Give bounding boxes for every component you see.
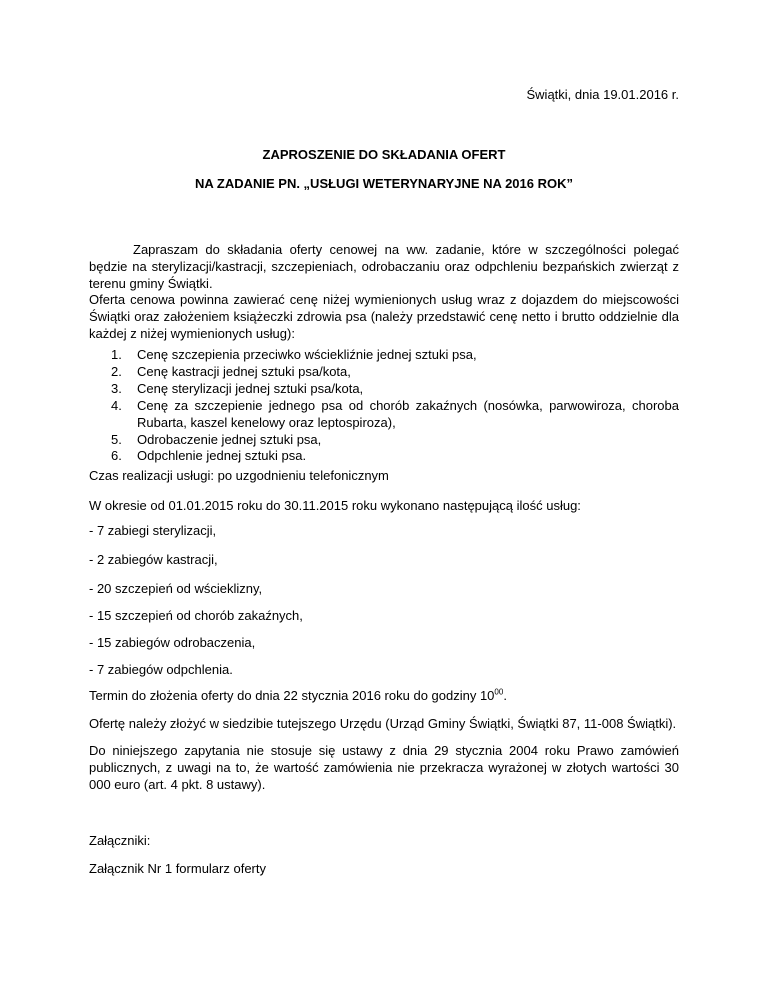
list-item-number: 3.: [111, 380, 122, 396]
services-list: [89, 347, 679, 465]
list-item-text: Odpchlenie jednej sztuki psa.: [137, 448, 307, 464]
list-item-number: 4.: [111, 397, 122, 413]
attachment-item: Załącznik Nr 1 formularz oferty: [89, 861, 266, 876]
list-item: [89, 448, 679, 465]
list-item: [89, 432, 679, 449]
count-item: - 20 szczepień od wścieklizny,: [89, 581, 263, 596]
list-item-number: 1.: [111, 347, 122, 362]
document-title: ZAPROSZENIE DO SKŁADANIA OFERT: [262, 147, 506, 162]
count-item: - 15 szczepień od chorób zakaźnych,: [89, 608, 303, 623]
deadline-line: [89, 687, 679, 705]
list-item: [89, 398, 679, 432]
list-item-number: 5.: [111, 431, 122, 447]
deadline-end: .: [503, 688, 507, 703]
list-item-text: Cenę szczepienia przeciwko wściekliźnie jednej sztuki psa,: [137, 347, 477, 362]
offer-requirements-paragraph: Oferta cenowa powinna zawierać cenę niżej wymienionych usług wraz z dojazdem do miejscowości Świątki oraz założeniem książeczki zdrowia psa (należy przedstawić cenę netto i brutto oddzielnie dla każdej z niżej wymienionych usług):: [89, 292, 679, 341]
deadline-text: Termin do złożenia oferty do dnia 22 stycznia 2016 roku do godziny 10: [89, 688, 495, 703]
list-item: [89, 364, 679, 381]
realization-time: Czas realizacji usługi: po uzgodnieniu telefonicznym: [89, 468, 389, 483]
list-item-text: Cenę za szczepienie jednego psa od chorób zakaźnych (nosówka, parwowiroza, choroba Rubarta, kaszel kenelowy oraz leptospiroza),: [137, 397, 679, 430]
list-item-text: Cenę sterylizacji jednej sztuki psa/kota,: [137, 380, 364, 396]
legal-note-paragraph: Do niniejszego zapytania nie stosuje się ustawy z dnia 29 stycznia 2004 roku Prawo zamówień publicznych, z uwagi na to, że wartość zamówienia nie przekracza wyrażonej w złotych wartości 30 000 euro (art. 4 pkt. 8 ustawy).: [89, 743, 679, 792]
count-item: - 15 zabiegów odrobaczenia,: [89, 635, 256, 650]
document-subtitle: NA ZADANIE PN. „USŁUGI WETERYNARYJNE NA 2016 ROK”: [194, 176, 573, 191]
count-item: - 7 zabiegów odpchlenia.: [89, 662, 233, 677]
count-item: - 2 zabiegów kastracji,: [89, 552, 218, 567]
date-line: Świątki, dnia 19.01.2016 r.: [526, 87, 679, 102]
deadline-hour-superscript: 00: [494, 687, 504, 697]
count-item: - 7 zabiegi sterylizacji,: [89, 523, 217, 538]
period-summary: W okresie od 01.01.2015 roku do 30.11.2015 roku wykonano następującą ilość usług:: [89, 498, 581, 513]
list-item-text: Odrobaczenie jednej sztuki psa,: [137, 431, 322, 447]
attachments-label: Załączniki:: [89, 833, 151, 848]
list-item-number: 2.: [111, 363, 122, 379]
intro-paragraph: Zapraszam do składania oferty cenowej na ww. zadanie, które w szczególności polegać będzie na sterylizacji/kastracji, szczepieniach, odrobaczaniu oraz odpchleniu bezpańskich zwierząt z terenu gminy Świątki.: [89, 242, 679, 291]
list-item-number: 6.: [111, 448, 122, 464]
submission-place: Ofertę należy złożyć w siedzibie tutejszego Urzędu (Urząd Gminy Świątki, Świątki 87, 11-008 Świątki).: [89, 716, 677, 731]
list-item: [89, 381, 679, 398]
list-item-text: Cenę kastracji jednej sztuki psa/kota,: [137, 363, 351, 379]
list-item: [89, 347, 679, 364]
